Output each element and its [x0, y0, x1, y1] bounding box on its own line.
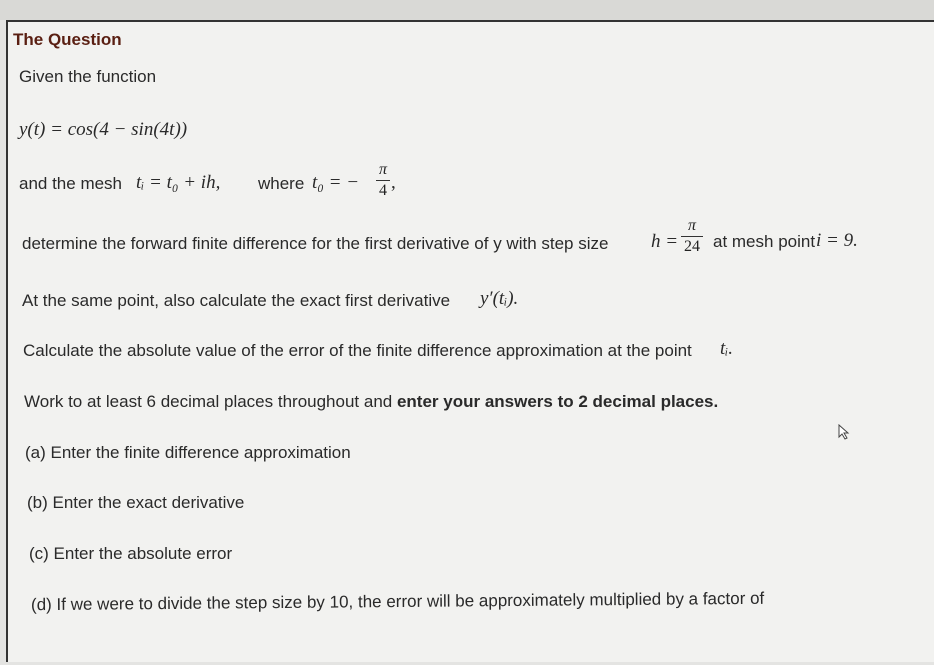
exact-derivative-expression: y′(tᵢ). [480, 288, 519, 309]
mesh-expression: tᵢ = t₀ + ih, [136, 172, 221, 193]
function-expression: y(t) = cos(4 − sin(4t)) [19, 119, 188, 140]
precision-instruction-bold: enter your answers to 2 decimal places. [396, 392, 719, 411]
h-fraction-numerator: π [687, 217, 696, 234]
determine-text: determine the forward finite difference for the first derivative of y with step size [22, 234, 609, 253]
exact-derivative-text: At the same point, also calculate the exact first derivative [22, 291, 451, 310]
t0-fraction-bar [376, 180, 390, 181]
mesh-comma: , [391, 172, 396, 193]
h-fraction-denominator: 24 [684, 238, 700, 255]
question-title: The Question [13, 30, 122, 49]
precision-instruction-text: Work to at least 6 decimal places throughout and [24, 392, 393, 411]
mouse-cursor-icon [837, 424, 851, 440]
h-fraction-bar [681, 236, 703, 237]
mesh-where: where [258, 174, 305, 193]
t0-fraction-denominator: 4 [379, 182, 387, 199]
t0-fraction-numerator: π [378, 161, 387, 178]
mesh-point-text: at mesh point [713, 232, 816, 251]
absolute-error-text: Calculate the absolute value of the error of the finite difference approximation at the point [23, 341, 692, 360]
precision-instruction [24, 392, 718, 412]
t0-expression: t₀ = − [312, 172, 360, 193]
step-size-h: h = [651, 231, 679, 252]
t0-fraction [376, 162, 390, 199]
part-a-label: (a) Enter the finite difference approximation [25, 443, 351, 462]
part-c-label: (c) Enter the absolute error [29, 544, 233, 563]
mesh-point-index: i = 9. [816, 230, 858, 251]
mesh-prefix: and the mesh [19, 174, 123, 193]
part-d-label: (d) If we were to divide the step size by 10, the error will be approximately multiplied by a factor of [30, 588, 765, 615]
absolute-error-point: tᵢ. [720, 338, 734, 359]
top-strip [0, 0, 934, 20]
h-fraction [681, 218, 703, 255]
intro-text: Given the function [19, 67, 157, 86]
part-b-label: (b) Enter the exact derivative [27, 493, 245, 512]
